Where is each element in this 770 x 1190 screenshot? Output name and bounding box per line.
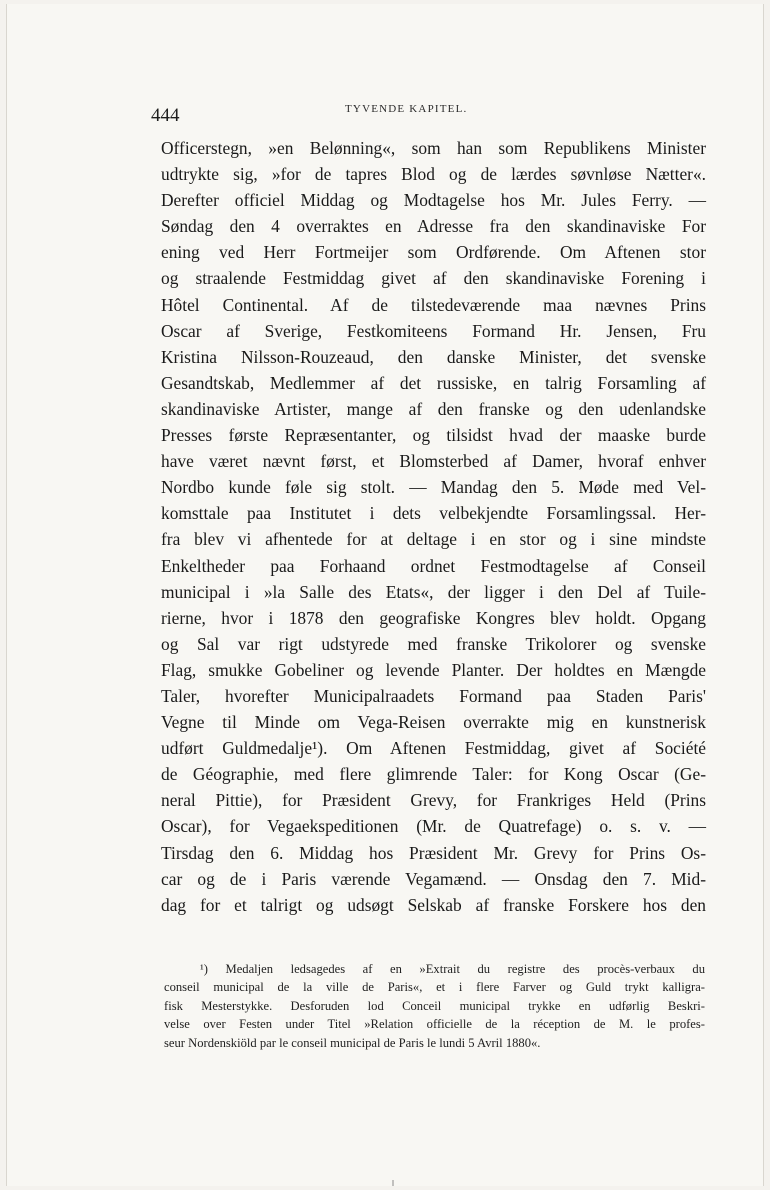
body-line: rierne, hvor i 1878 den geografiske Kongres blev holdt. Opgang bbox=[161, 607, 706, 628]
body-line: udført Guldmedalje¹). Om Aftenen Festmiddag, givet af Société bbox=[161, 738, 706, 759]
body-line: dag for et talrigt og udsøgt Selskab af franske Forskere hos den bbox=[161, 894, 706, 915]
body-line: skandinaviske Artister, mange af den franske og den udenlandske bbox=[161, 398, 706, 419]
footnote-line: conseil municipal de la ville de Paris«, et i flere Farver og Guld trykt kalligra- bbox=[164, 980, 705, 995]
body-line: og straalende Festmiddag givet af den skandinaviske Forening i bbox=[161, 268, 706, 289]
body-line: have været nævnt først, et Blomsterbed af Damer, hvoraf enhver bbox=[161, 451, 706, 472]
body-line: fra blev vi afhentede for at deltage i en stor og i sine mindste bbox=[161, 529, 706, 550]
body-line: udtrykte sig, »for de tapres Blod og de lærdes søvnløse Nætter«. bbox=[161, 164, 706, 185]
body-line: Nordbo kunde føle sig stolt. — Mandag den 5. Møde med Vel- bbox=[161, 477, 706, 498]
footnote-line: fisk Mesterstykke. Desforuden lod Conceil municipal trykke en udførlig Beskri- bbox=[164, 998, 705, 1013]
body-line: komsttale paa Institutet i dets velbekjendte Forsamlingssal. Her- bbox=[161, 503, 706, 524]
body-line: Tirsdag den 6. Middag hos Præsident Mr. Grevy for Prins Os- bbox=[161, 842, 706, 863]
body-line: og Sal var rigt udstyrede med franske Trikolorer og svenske bbox=[161, 633, 706, 654]
body-line: car og de i Paris værende Vegamænd. — Onsdag den 7. Mid- bbox=[161, 868, 706, 889]
body-line: Flag, smukke Gobeliner og levende Planter. Der holdtes en Mængde bbox=[161, 659, 706, 680]
body-line: Oscar af Sverige, Festkomiteens Formand Hr. Jensen, Fru bbox=[161, 320, 706, 341]
body-line: Hôtel Continental. Af de tilstedeværende maa nævnes Prins bbox=[161, 294, 706, 315]
body-line: Vegne til Minde om Vega-Reisen overrakte mig en kunstnerisk bbox=[161, 712, 706, 733]
body-line: Oscar), for Vegaekspeditionen (Mr. de Quatrefage) o. s. v. — bbox=[161, 816, 706, 837]
body-line: municipal i »la Salle des Etats«, der ligger i den Del af Tuile- bbox=[161, 581, 706, 602]
body-line: Presses første Repræsentanter, og tilsidst hvad der maaske burde bbox=[161, 425, 706, 446]
body-line: Kristina Nilsson-Rouzeaud, den danske Minister, det svenske bbox=[161, 346, 706, 367]
footnote-line: velse over Festen under Titel »Relation officielle de la réception de M. le profes- bbox=[164, 1017, 705, 1032]
body-text bbox=[161, 135, 706, 918]
body-line: Gesandtskab, Medlemmer af det russiske, en talrig Forsamling af bbox=[161, 372, 706, 393]
body-line: de Géographie, med flere glimrende Taler: for Kong Oscar (Ge- bbox=[161, 764, 706, 785]
body-line: neral Pittie), for Præsident Grevy, for Frankriges Held (Prins bbox=[161, 790, 706, 811]
body-line: Søndag den 4 overraktes en Adresse fra den skandinaviske For bbox=[161, 216, 706, 237]
body-line: Enkeltheder paa Forhaand ordnet Festmodtagelse af Conseil bbox=[161, 555, 706, 576]
body-line: Taler, hvorefter Municipalraadets Formand paa Staden Paris' bbox=[161, 685, 706, 706]
running-head: TYVENDE KAPITEL. bbox=[345, 103, 468, 115]
footnote-line: ¹) Medaljen ledsagedes af en »Extrait du registre des procès-verbaux du bbox=[200, 962, 705, 976]
body-line: Officerstegn, »en Belønning«, som han som Republikens Minister bbox=[161, 138, 706, 158]
page-number: 444 bbox=[151, 105, 180, 126]
paper-speck bbox=[392, 1180, 394, 1186]
footnote-line: seur Nordenskiöld par le conseil municipal de Paris le lundi 5 Avril 1880«. bbox=[164, 1035, 541, 1050]
footnote bbox=[164, 960, 705, 1052]
body-line: ening ved Herr Fortmeijer som Ordførende. Om Aftenen stor bbox=[161, 242, 706, 263]
body-line: Derefter officiel Middag og Modtagelse hos Mr. Jules Ferry. — bbox=[161, 190, 706, 211]
book-page bbox=[6, 4, 764, 1186]
